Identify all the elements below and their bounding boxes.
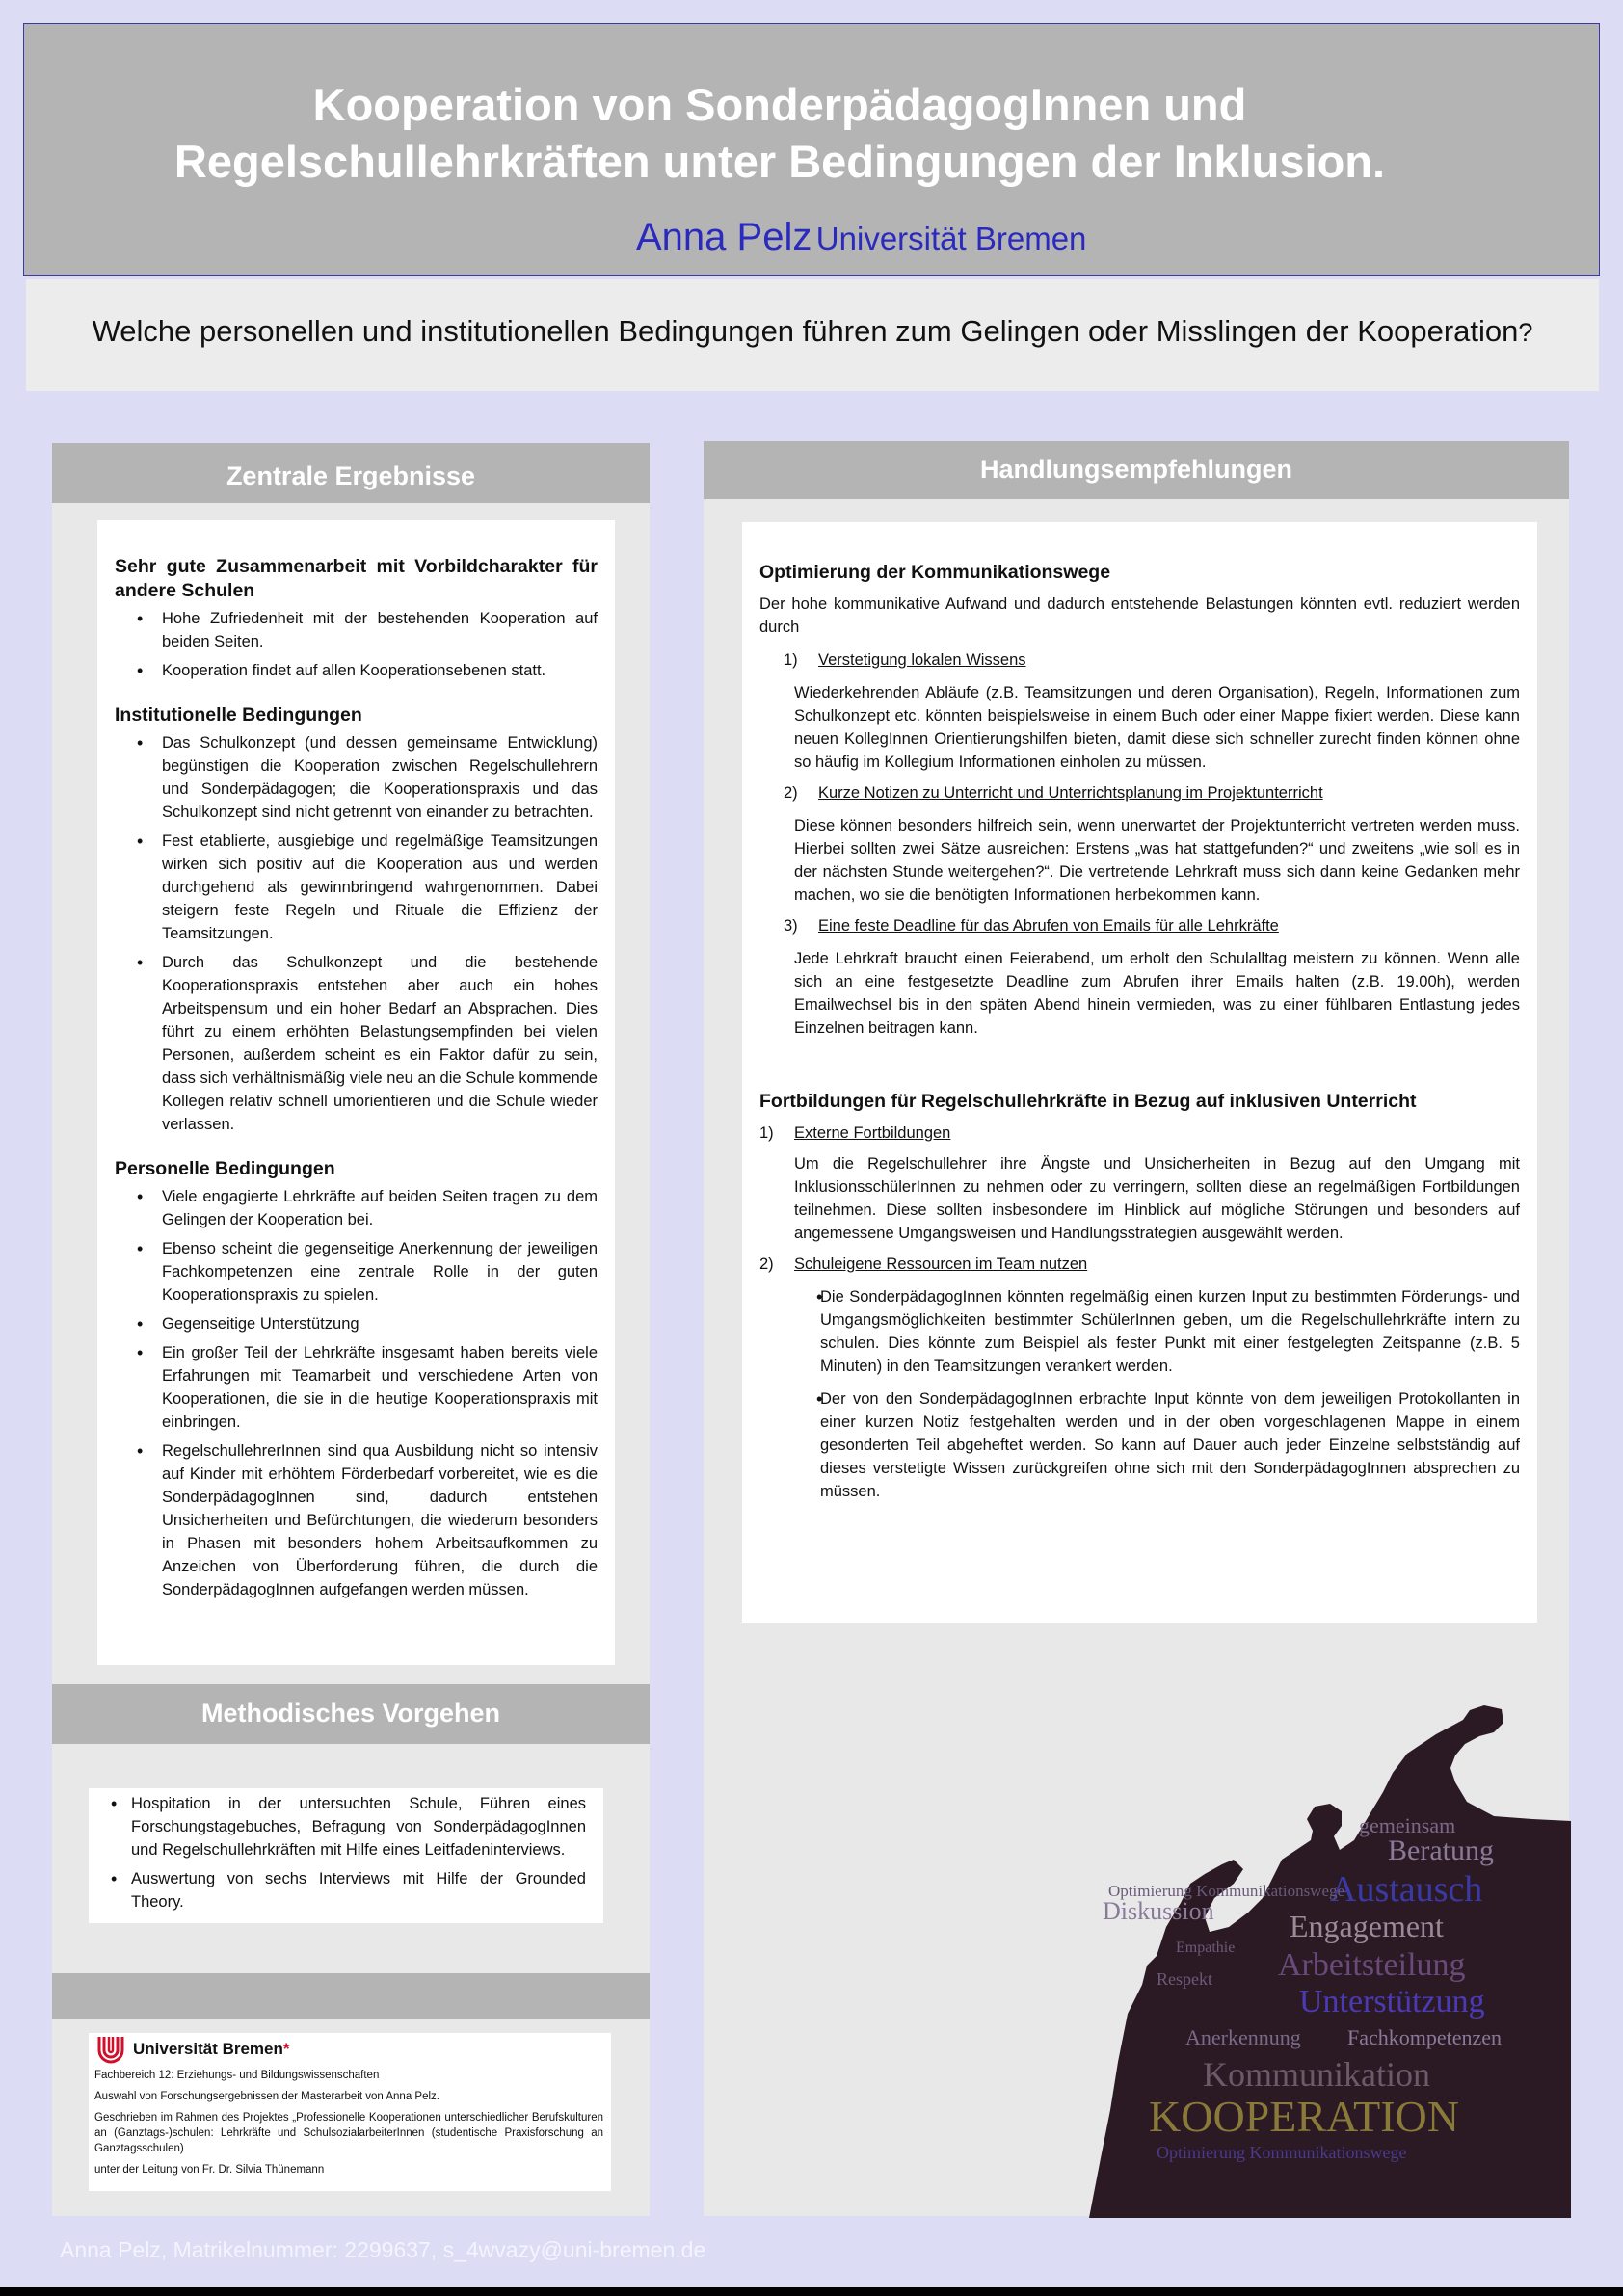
item-number: 2) <box>759 1255 774 1273</box>
item-text: Diese können besonders hilfreich sein, wenn unerwartet der Projektunterricht vertreten werden muss. Hierbei sollten zwei Sätze ausreichen: Erstens „was hat stattgefunden?“ und zweitens „wie soll es in der nächsten Stunde weitergehen?“. Die vertretende Lehrkraft muss sich dann keine Gedanken mehr machen, wo sie die benötigten Informationen herbekommen kann. <box>794 817 1520 904</box>
cooperation-word-cloud-figure <box>1089 1696 1571 2218</box>
list-item: • Hospitation in der untersuchten Schule, Führen eines Forschungstagebuches, Befragung von SonderpädagogInnen und Regelschullehrkräften mit Hilfe eines Leitfadeninterviews. <box>89 1792 586 1861</box>
list-item: • Ebenso scheint die gegenseitige Anerkennung der jeweiligen Fachkompetenzen eine zentrale Rolle in der guten Kooperationspraxis zu spielen. <box>115 1237 598 1306</box>
logo-star: * <box>282 2040 290 2058</box>
item-text: Um die Regelschullehrer ihre Ängste und Unsicherheiten in Bezug auf den Umgang mit InklusionsschülerInnen zu nehmen oder zu verringern, sollten diese an regelmäßigen Fortbildungen teilnehmen. Diese sollten insbesondere im Hinblick auf mögliche Störungen und besonders auf angemessene Umgangsweisen und Handlungsstrategien ausgewählt werden. <box>794 1155 1520 1242</box>
info-department: Fachbereich 12: Erziehungs- und Bildungswissenschaften <box>94 2070 380 2081</box>
info-project: Geschrieben im Rahmen des Projektes „Professionelle Kooperationen unterschiedlicher Berufskulturen an (Ganztags-)schulen: Lehrkräfte und SchulsozialarbeiterInnen (studentische Praxisforschung an Ganztagsschulen) <box>94 2112 603 2154</box>
block2-list <box>115 731 598 1136</box>
cloud-word: gemeinsam <box>1359 1813 1456 1837</box>
list-item: • Die SonderpädagogInnen könnten regelmäßig einen kurzen Input zu bestimmten Förderungs- und Umgangsmöglichkeiten bestimmter SchülerInnen geben, um die Regelschullehrkräfte intern zu schulen. Dies könnte zum Beispiel als fester Punkt mit einer festgelegten Zeitspanne (z.B. 5 Minuten) in den Teamsitzungen verankert werden. <box>794 1285 1520 1378</box>
info-heading-bar <box>52 1973 650 2019</box>
info-supervision: unter der Leitung von Fr. Dr. Silvia Thünemann <box>94 2164 325 2176</box>
sec1-item-1 <box>759 648 1520 774</box>
info-card <box>89 2033 611 2191</box>
block2-title: Institutionelle Bedingungen <box>115 704 362 726</box>
item-title: Externe Fortbildungen <box>794 1124 951 1142</box>
university-logo-icon <box>94 2033 127 2066</box>
item-title: Eine feste Deadline für das Abrufen von Emails für alle Lehrkräfte <box>818 917 1279 935</box>
poster-title <box>23 76 1536 190</box>
item-number: 2) <box>784 784 798 802</box>
item-number: 3) <box>784 917 798 935</box>
sec1-title: Optimierung der Kommunikationswege <box>759 562 1111 583</box>
list-item: • Gegenseitige Unterstützung <box>115 1312 598 1335</box>
cloud-word: Austausch <box>1330 1869 1483 1910</box>
info-selection: Auswahl von Forschungsergebnissen der Masterarbeit von Anna Pelz. <box>94 2091 439 2102</box>
item-title: Verstetigung lokalen Wissens <box>818 651 1026 669</box>
methods-card <box>89 1788 603 1923</box>
university-logo <box>94 2033 603 2066</box>
list-item: • Viele engagierte Lehrkräfte auf beiden Seiten tragen zu dem Gelingen der Kooperation bei. <box>115 1185 598 1231</box>
title-line-1: Kooperation von SonderpädagogInnen und <box>312 79 1247 130</box>
sec2-item-2 <box>759 1253 1520 1276</box>
sec2-bullets <box>759 1285 1520 1503</box>
research-question-band <box>26 279 1599 391</box>
cloud-word: KOOPERATION <box>1149 2092 1459 2141</box>
cloud-word: Optimierung Kommunikationswege <box>1108 1882 1345 1900</box>
list-item: • Hohe Zufriedenheit mit der bestehenden Kooperation auf beiden Seiten. <box>115 607 598 653</box>
block3-title: Personelle Bedingungen <box>115 1158 335 1179</box>
block1-title: Sehr gute Zusammenarbeit mit Vorbildcharakter für andere Schulen <box>115 556 598 601</box>
item-text: Jede Lehrkraft braucht einen Feierabend, um erholt den Schulalltag meistern zu können. Wenn alle sich an eine festgesetzte Deadline zum Abrufen ihrer Emails halten (z.B. 19.00h), werden Emailwechsel bis in den späten Abend hinein vermieden, was zu einer fühlbaren Entlastung jedes Einzelnen beitragen kann. <box>794 950 1520 1037</box>
methods-heading: Methodisches Vorgehen <box>52 1684 650 1744</box>
sec1-intro: Der hohe kommunikative Aufwand und dadurch entstehende Belastungen könnten evtl. reduziert werden durch <box>759 595 1520 636</box>
research-question <box>26 314 1599 349</box>
list-item: • Der von den SonderpädagogInnen erbrachte Input könnte von dem jeweiligen Protokollanten in einer kurzen Notiz festgehalten werden und in der oben vorgeschlagenen Mappe in einem gesonderten Teil abgeheftet werden. So kann auf Dauer auch jeder Einzelne selbstständig auf dieses verstetigte Wissen zurückgreifen ohne sich mit den SonderpädagogInnen absprechen zu müssen. <box>794 1387 1520 1503</box>
sec1-item-2 <box>759 781 1520 907</box>
item-title: Kurze Notizen zu Unterricht und Unterrichtsplanung im Projektunterricht <box>818 784 1323 802</box>
cloud-word: Anerkennung <box>1185 2025 1301 2049</box>
cloud-word: Fachkompetenzen <box>1347 2025 1503 2049</box>
author-university: Universität Bremen <box>815 221 1087 256</box>
item-text: Wiederkehrenden Abläufe (z.B. Teamsitzungen und deren Organisation), Regeln, Informationen zum Schulkonzept etc. könnten beispielsweise in einem Buch oder einer Mappe fixiert werden. Diese kann neuen KollegInnen Orientierungshilfen bieten, damit diese sich schneller zurecht finden können ohne so häufig im Kollegium Informationen einholen zu müssen. <box>794 684 1520 771</box>
recommendations-card <box>742 522 1537 1623</box>
author-name: Anna Pelz <box>636 216 812 258</box>
list-item: • Auswertung von sechs Interviews mit Hilfe der Grounded Theory. <box>89 1867 586 1913</box>
block3-list <box>115 1185 598 1601</box>
author-line <box>636 216 1086 259</box>
recommendations-heading: Handlungsempfehlungen <box>704 441 1569 499</box>
cloud-word: Diskussion <box>1103 1897 1214 1925</box>
list-item: • Kooperation findet auf allen Kooperationsebenen statt. <box>115 659 598 682</box>
cloud-word: Arbeitsteilung <box>1278 1947 1466 1983</box>
results-card <box>97 520 615 1665</box>
bottom-bar <box>0 2287 1623 2296</box>
cloud-word: Beratung <box>1388 1834 1494 1866</box>
sec2-title: Fortbildungen für Regelschullehrkräfte in Bezug auf inklusiven Unterricht <box>759 1091 1417 1112</box>
methods-list <box>89 1792 586 1913</box>
cloud-word: Empathie <box>1176 1940 1236 1956</box>
cloud-word: Engagement <box>1290 1909 1444 1943</box>
research-question-mark: ? <box>1518 318 1533 347</box>
cloud-word: Kommunikation <box>1203 2055 1430 2094</box>
cloud-word: Optimierung Kommunikationswege <box>1157 2143 1407 2162</box>
list-item: • Durch das Schulkonzept und die bestehende Kooperationspraxis entstehen aber auch ein hohes Arbeitspensum und ein hoher Bedarf an Absprachen. Dies führt zu einem erhöhten Belastungsempfinden bei vielen Personen, außerdem scheint es ein Faktor dafür zu sein, dass sich verhältnismäßig viele neu an die Schule kommende Kollegen relativ schnell umorientieren und die Schule wieder verlassen. <box>115 951 598 1136</box>
university-logo-text <box>133 2040 290 2059</box>
block1-list <box>115 607 598 682</box>
contact-footer: Anna Pelz, Matrikelnummer: 2299637, s_4wvazy@uni-bremen.de <box>60 2237 706 2262</box>
item-number: 1) <box>784 651 798 669</box>
item-title: Schuleigene Ressourcen im Team nutzen <box>794 1255 1088 1273</box>
list-item: • Ein großer Teil der Lehrkräfte insgesamt haben bereits viele Erfahrungen mit Teamarbeit und verschiedene Arten von Kooperationen, die sie in die heutige Kooperationspraxis mit einbringen. <box>115 1341 598 1434</box>
sec2-item-1 <box>759 1122 1520 1245</box>
research-question-text: Welche personellen und institutionellen Bedingungen führen zum Gelingen oder Misslingen der Kooperation <box>92 314 1519 348</box>
logo-wordmark: Universität Bremen <box>133 2040 283 2058</box>
list-item: • Das Schulkonzept (und dessen gemeinsame Entwicklung) begünstigen die Kooperation zwischen Regelschullehrern und Sonderpädagogen; die Kooperationspraxis und das Schulkonzept sind nicht getrennt von einander zu betrachten. <box>115 731 598 824</box>
list-item: • RegelschullehrerInnen sind qua Ausbildung nicht so intensiv auf Kinder mit erhöhtem Förderbedarf vorbereitet, wie es die SonderpädagogInnen sind, dadurch entstehen Unsicherheiten und Befürchtungen, die wiederum besonders in Phasen mit besonders hohem Arbeitsaufkommen zu Anzeichen von Überforderung führen, die durch die SonderpädagogInnen aufgefangen werden müssen. <box>115 1439 598 1601</box>
cloud-word: Respekt <box>1157 1969 1212 1989</box>
sec1-item-3 <box>759 914 1520 1040</box>
title-line-2: Regelschullehrkräften unter Bedingungen der Inklusion. <box>173 136 1386 187</box>
item-number: 1) <box>759 1124 774 1142</box>
results-heading: Zentrale Ergebnisse <box>52 443 650 503</box>
cloud-word: Unterstützung <box>1299 1984 1485 2019</box>
list-item: • Fest etablierte, ausgiebige und regelmäßige Teamsitzungen wirken sich positiv auf die Kooperation aus und werden durchgehend als gewinnbringend wahrgenommen. Dabei steigern feste Regeln und Rituale die Effizienz der Teamsitzungen. <box>115 830 598 945</box>
